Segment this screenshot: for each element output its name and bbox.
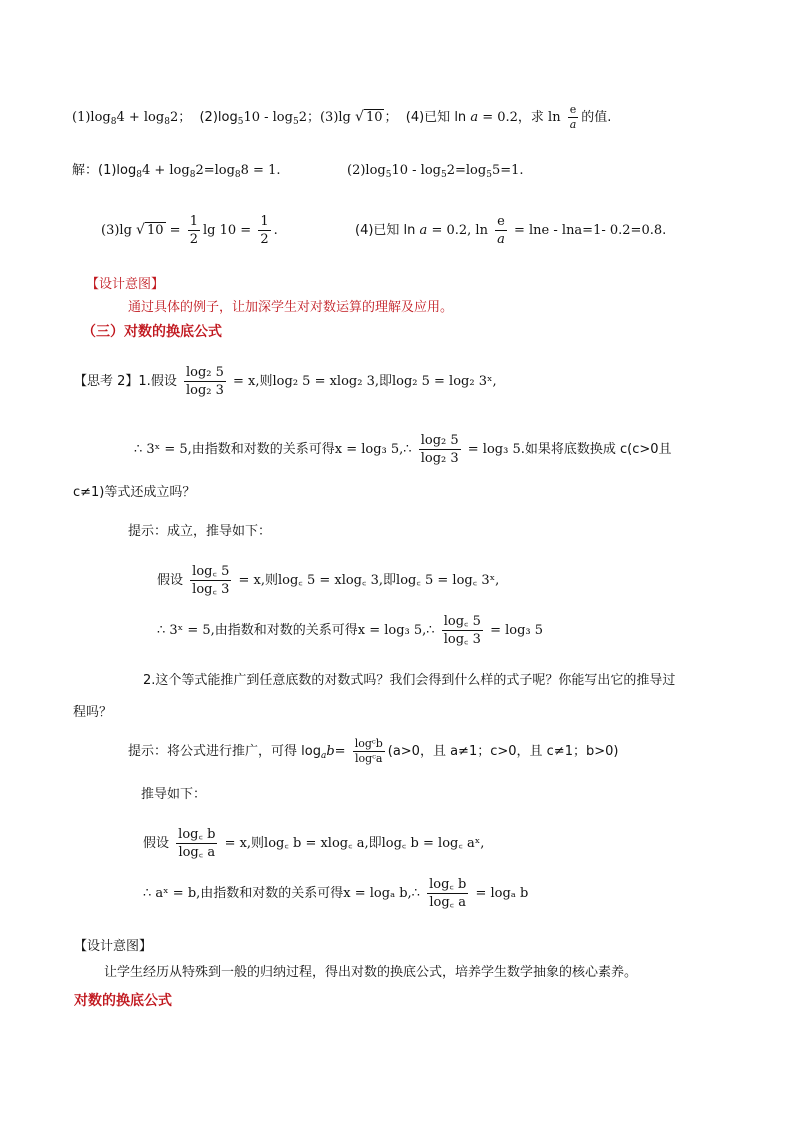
fraction: $\frac{1}{2}$ (189, 214, 198, 247)
sqrt-symbol: √ 10 (355, 109, 383, 125)
think2-line1: 【思考 2】1.假设 $\frac{\text{log₂ 5}}{\text{log₂ 3}}$ = x,则log₂ 5 = xlog₂ 3,即log₂ 5 = log₂ 3ˣ, (74, 365, 497, 398)
fraction: $\frac{\text{log₂ 5}}{\text{log₂ 3}}$ (185, 365, 224, 398)
design-intent-text: 让学生经历从特殊到一般的归纳过程，得出对数的换底公式，培养学生数学抽象的核心素养。 (104, 965, 638, 980)
hint1-line1: 假设 $\frac{\log꜀ 5}{\log꜀ 3}$ = x,则log꜀ 5 = xlog꜀ 3,即log꜀ 5 = log꜀ 3ˣ, (157, 564, 500, 597)
solution-1: 解：$(1)\log_84 + \log_82=\log_88 = 1$. (72, 163, 281, 180)
sqrt-arg: 10 (365, 110, 383, 125)
fraction: $\frac{\log꜀ 5}{\log꜀ 3}$ (192, 564, 230, 597)
closing-title: 对数的换底公式 (74, 993, 172, 1009)
ex-sub: 8 (110, 117, 117, 127)
ex-text: (2)log (199, 110, 238, 125)
solution-4: (4)已知 ln a = 0.2, ln $\frac{e}{a}$ = lne - lna=1- 0.2=0.8. (355, 214, 667, 247)
design-intent-text: 通过具体的例子，让加深学生对对数运算的理解及应用。 (128, 300, 454, 315)
ex-text: ； (384, 110, 398, 125)
hint1-label: 提示：成立，推导如下： (128, 524, 272, 539)
fraction: $\frac{e}{a}$ (569, 103, 577, 131)
think2-line2: ∴ 3ˣ = 5,由指数和对数的关系可得x = log₃ 5,∴ $\frac{\text{log₂ 5}}{\text{log₂ 3}}$ = log₃ 5.如果将底数换成 c(c>0且 (134, 433, 672, 466)
question2-line2: 程吗？ (73, 705, 113, 720)
solution-2: $(2)\log_510 - \log_52=\log_55=1$. (347, 163, 524, 180)
hint2-line: 提示：将公式进行推广，可得 $\log_ab=$ $\frac{\text{logᶜb}}{\text{logᶜa}}$ (a>0，且 a≠1；c>0，且 c≠1；b>0) (128, 737, 619, 765)
think2-line3: c≠1)等式还成立吗？ (73, 485, 196, 500)
ex-sub: 8 (164, 117, 170, 127)
sqrt-symbol: √ 10 (136, 222, 164, 238)
fraction: $\frac{1}{2}$ (260, 214, 269, 247)
question2-line1: 2.这个等式能推广到任意底数的对数式吗？我们会得到什么样的式子呢？你能写出它的推导过 (143, 673, 676, 688)
design-intent-label: 【设计意图】 (74, 939, 153, 954)
fraction: $\frac{\log꜀ b}{\log꜀ a}$ (429, 877, 467, 910)
ex-var: a (470, 110, 479, 125)
ex-text: 4 + log (116, 110, 165, 125)
derive-label: 推导如下： (141, 787, 207, 802)
solution-3: (3)lg √ 10 = $\frac{1}{2}$ lg 10 = $\frac{1}{2}$ . (101, 214, 278, 247)
ex-text: (4)已知 ln (405, 110, 467, 125)
hint1-line2: ∴ 3ˣ = 5,由指数和对数的关系可得x = log₃ 5,∴ $\frac{\log꜀ 5}{\log꜀ 3}$ = log₃ 5 (157, 614, 544, 647)
section-title: （三）对数的换底公式 (82, 324, 222, 340)
derive-line1: 假设 $\frac{\log꜀ b}{\log꜀ a}$ = x,则log꜀ b = xlog꜀ a,即log꜀ b = log꜀ aˣ, (143, 827, 485, 860)
fraction: $\frac{\log꜀ b}{\log꜀ a}$ (178, 827, 216, 860)
fraction: $\frac{\text{log₂ 5}}{\text{log₂ 3}}$ (420, 433, 459, 466)
ex-text: 的值. (581, 110, 612, 125)
ex-text: (1)log (72, 110, 111, 125)
fraction: $\frac{e}{a}$ (497, 214, 505, 247)
ex-text: 2； (169, 110, 192, 125)
exercise-line (72, 104, 611, 131)
design-intent-label: 【设计意图】 (86, 277, 165, 292)
fraction: $\frac{\log꜀ 5}{\log꜀ 3}$ (443, 614, 481, 647)
ex-text: 2；(3)lg (298, 110, 351, 125)
derive-line2: ∴ aˣ = b,由指数和对数的关系可得x = logₐ b,∴ $\frac{\log꜀ b}{\log꜀ a}$ = logₐ b (143, 877, 529, 910)
ex-sub: 5 (237, 117, 244, 127)
fraction: $\frac{\text{logᶜb}}{\text{logᶜa}}$ (354, 737, 383, 765)
ex-text: = 0.2，求 ln (482, 110, 561, 125)
ex-sub: 5 (292, 117, 299, 127)
ex-text: 10 - log (243, 110, 293, 125)
